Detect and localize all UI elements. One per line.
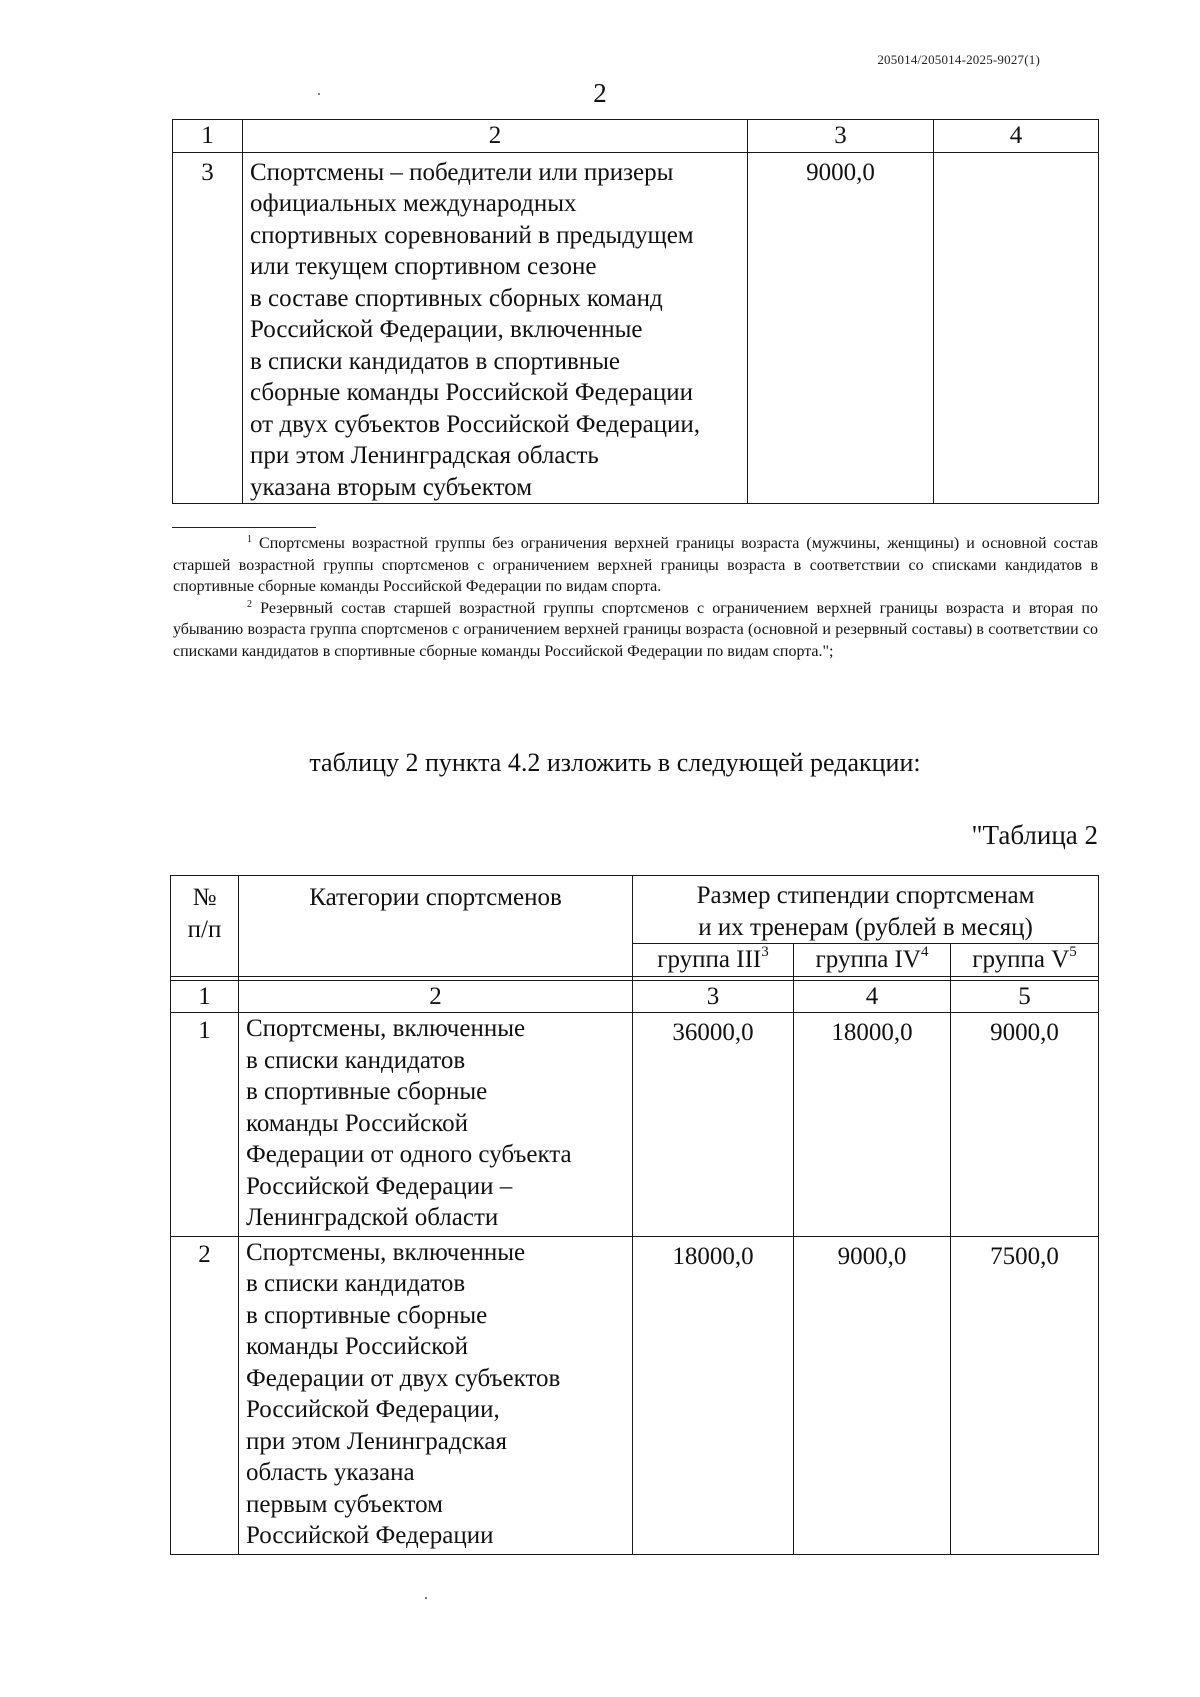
row-number: 1 [171, 1013, 239, 1237]
column-number-row [173, 120, 1099, 153]
category-line: Российской Федерации, включенные [250, 316, 643, 343]
stipend-header-line: Размер стипендии спортсменам [696, 882, 1035, 909]
footnote-mark: 1 [247, 534, 252, 545]
category-line: в списки кандидатов в спортивные [250, 347, 621, 375]
amendment-instruction: таблицу 2 пункта 4.2 изложить в следующей редакции: [309, 748, 921, 777]
group-label: группа III [657, 946, 762, 973]
group-footnote-mark: 3 [761, 944, 769, 960]
group-header [633, 944, 794, 977]
category-line: область указана [246, 1459, 415, 1486]
column-number: 4 [794, 980, 951, 1013]
table-row [173, 152, 1099, 504]
footnote-separator [172, 527, 316, 528]
footnotes [173, 533, 1098, 662]
category-line: официальных международных [250, 190, 577, 217]
stipend-header-line: и их тренерам (рублей в месяц) [698, 913, 1033, 941]
group-header [794, 944, 951, 977]
category-line: Федерации от двух субъектов [246, 1364, 561, 1392]
category-line: команды Российской [246, 1109, 468, 1137]
table-caption: "Таблица 2 [971, 820, 1098, 850]
column-number: 4 [934, 120, 1099, 153]
row-number: 2 [171, 1236, 239, 1554]
category-header: Категории спортсменов [239, 876, 633, 977]
page-number: 2 [593, 78, 607, 108]
category-line: команды Российской [246, 1333, 468, 1360]
stipend-header [633, 876, 1099, 944]
stipend-table [170, 875, 1099, 1555]
category-cell [243, 152, 748, 504]
category-line: от двух субъектов Российской Федерации, [250, 410, 701, 438]
category-line: Федерации от одного субъекта [246, 1141, 572, 1168]
category-cell [239, 1013, 633, 1237]
column-number: 1 [171, 980, 239, 1013]
amount-group-iv: 9000,0 [794, 1236, 951, 1554]
category-line: Российской Федерации [246, 1522, 494, 1549]
category-line: первым субъектом [246, 1490, 443, 1518]
group-footnote-mark: 4 [920, 944, 929, 960]
table-row [171, 1013, 1099, 1237]
category-line: в составе спортивных сборных команд [250, 284, 663, 312]
amount-cell: 9000,0 [748, 152, 934, 504]
category-line: в списки кандидатов [246, 1046, 466, 1074]
footnote [173, 533, 1098, 598]
amount-group-v: 7500,0 [951, 1236, 1099, 1554]
column-number: 2 [243, 120, 748, 153]
amount-group-v: 9000,0 [951, 1013, 1099, 1237]
header-row [171, 876, 1099, 944]
group-header [951, 944, 1099, 977]
number-header-line: п/п [187, 915, 222, 943]
category-line: Российской Федерации – [246, 1172, 513, 1200]
category-line: спортивных соревнований в предыдущем [250, 221, 694, 249]
amount-group-iv: 18000,0 [794, 1013, 951, 1237]
group-label: группа V [972, 946, 1070, 973]
category-line: Ленинградской области [246, 1204, 499, 1231]
category-line: в спортивные сборные [246, 1301, 488, 1329]
category-cell [239, 1236, 633, 1554]
row-number: 3 [173, 152, 243, 504]
group-label: группа IV [815, 946, 921, 973]
column-number: 3 [748, 120, 934, 153]
scan-speck [318, 93, 320, 95]
column-number-row [171, 980, 1099, 1013]
amount-cell-empty [934, 152, 1099, 504]
footnote-mark: 2 [247, 598, 252, 610]
category-line: в списки кандидатов [246, 1270, 466, 1297]
category-line: или текущем спортивном сезоне [250, 253, 597, 280]
table-row [171, 1236, 1099, 1554]
category-line: Спортсмены, включенные [246, 1238, 526, 1266]
category-line: сборные команды Российской Федерации [250, 379, 693, 406]
column-number: 5 [951, 980, 1099, 1013]
column-number: 3 [633, 980, 794, 1013]
group-footnote-mark: 5 [1069, 944, 1077, 960]
category-line: указана вторым субъектом [250, 473, 533, 501]
amount-group-iii: 18000,0 [633, 1236, 794, 1554]
category-line: Спортсмены, включенные [246, 1015, 526, 1042]
category-line: Спортсмены – победители или призеры [250, 158, 674, 186]
column-number: 1 [173, 120, 243, 153]
document-id: 205014/205014-2025-9027(1) [877, 52, 1040, 67]
footnote-text: Спортсмены возрастной группы без ограничения верхней границы возраста (мужчины, женщины) и основной состав старшей возрастной группы спортсменов с ограничением верхней границы возраста в соответствии со списками кандидатов в спортивные сборные команды Российской Федерации по видам спорта. [173, 535, 1098, 595]
amount-group-iii: 36000,0 [633, 1013, 794, 1237]
category-line: Российской Федерации, [246, 1396, 500, 1423]
footnote [173, 598, 1098, 663]
category-line: в спортивные сборные [246, 1078, 488, 1105]
category-line: при этом Ленинградская область [250, 442, 599, 469]
category-line: при этом Ленинградская [246, 1427, 507, 1455]
continued-table [172, 119, 1099, 504]
number-header-line: № [192, 884, 217, 911]
number-header [171, 876, 239, 977]
footnote-text: Резервный состав старшей возрастной группы спортсменов с ограничением верхней границы возраста и вторая по убыванию возраста группа спортсменов с ограничением верхней границы возраста (основной и резервный составы) в соответствии со списками кандидатов в спортивные сборные команды Российской Федерации по видам спорта."; [173, 599, 1098, 660]
scan-speck [425, 1597, 427, 1599]
column-number: 2 [239, 980, 633, 1013]
